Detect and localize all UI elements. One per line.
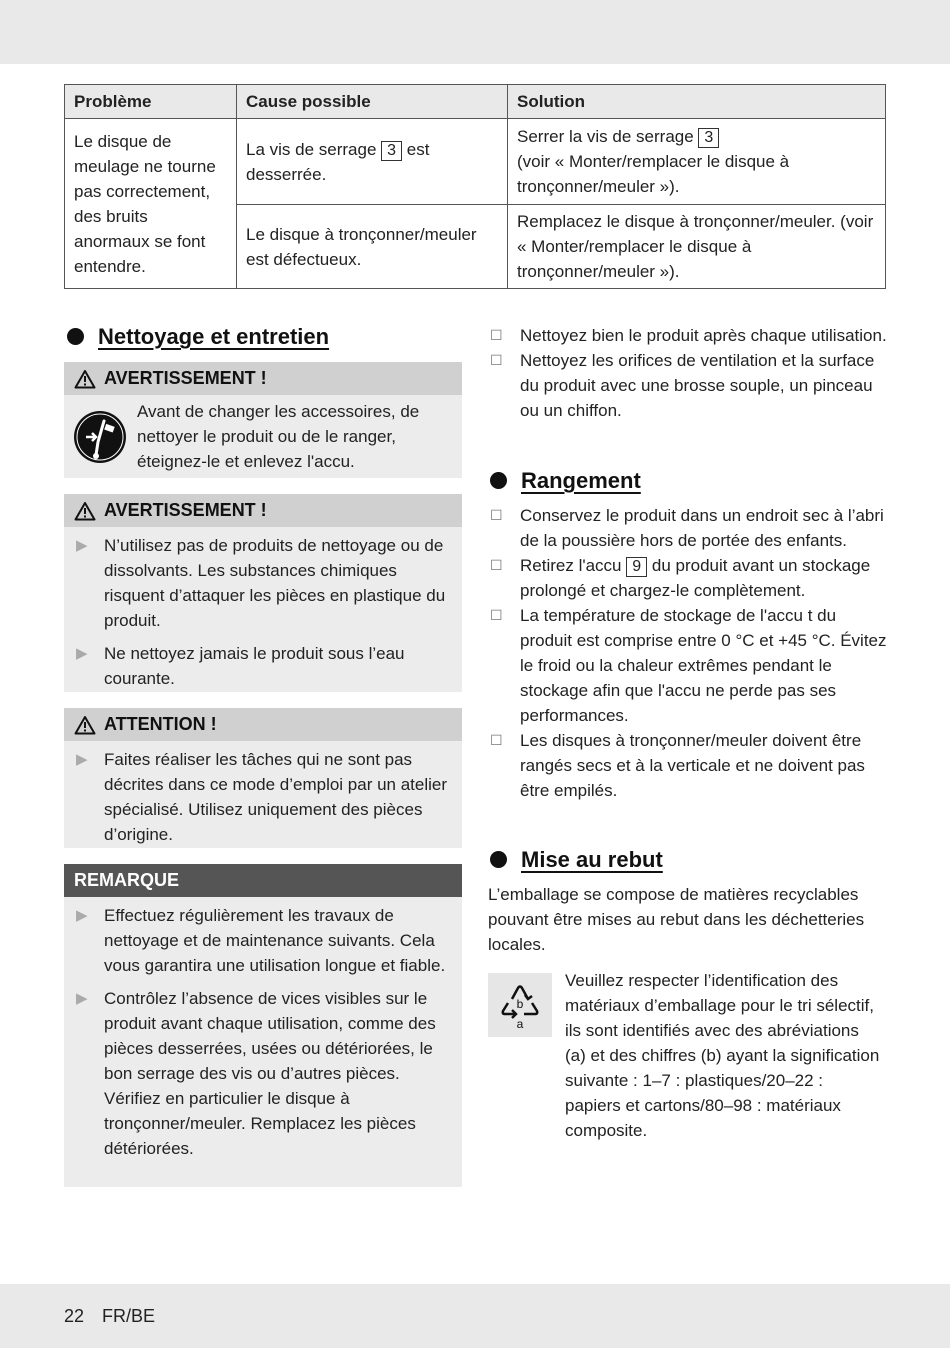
disposal-intro: L’emballage se compose de matières recyclables pouvant être mises au rebut dans les déchetteries locales. xyxy=(488,885,865,954)
table-cell-cause-2: Le disque à tronçonner/meuler est défectueux. xyxy=(237,205,508,289)
remark-box xyxy=(64,864,462,1187)
warning-heading: AVERTISSEMENT ! xyxy=(64,494,462,527)
svg-text:a: a xyxy=(516,1017,524,1031)
remark-heading: REMARQUE xyxy=(64,864,462,897)
list-item: ☐ Nettoyez les orifices de ventilation et la surface du produit avec une brosse souple, un pinceau ou un chiffon. xyxy=(488,348,888,423)
page-number: 22 xyxy=(64,1306,85,1326)
cleaning-list xyxy=(488,323,888,423)
table-header-cause: Cause possible xyxy=(237,85,508,119)
triangle-bullet-icon: ▶ xyxy=(76,990,88,1007)
part-ref-3: 3 xyxy=(698,128,719,148)
list-item: ☐ La température de stockage de l'accu t du produit est comprise entre 0 °C et +45 °C. Évitez le froid ou la chaleur extrêmes pendant le stockage afin que l'accu ne perde pas ses performances. xyxy=(488,603,888,728)
attention-heading: ATTENTION ! xyxy=(64,708,462,741)
list-item: ▶ Contrôlez l’absence de vices visibles sur le produit avant chaque utilisation, comme des pièces desserrées, usées ou détériorées, le bon serrage des vis ou d’autres pièces. Vérifiez en particulier le disque à tronçonner/meuler. Remplacez les pièces détériorées. xyxy=(74,986,448,1161)
square-bullet-icon: ☐ xyxy=(490,732,503,748)
storage-list xyxy=(488,503,888,803)
disposal-text: Veuillez respecter l’identification des matériaux d’emballage pour le tri sélectif, ils sont identifiés avec des abréviations (a) et des chiffres (b) ayant la signification suivante : 1–7 : plastiques/20–22 : papiers et cartons/80–98 : matériaux composite. xyxy=(565,971,880,1140)
table-cell-cause-1: La vis de serrage 3 est desserrée. xyxy=(237,119,508,205)
section-title-cleaning: Nettoyage et entretien xyxy=(67,324,329,349)
warning-triangle-icon xyxy=(74,501,96,521)
list-item: ▶ N’utilisez pas de produits de nettoyage ou de dissolvants. Les substances chimiques risquent d’attaquer les pièces en plastique du produit. xyxy=(74,533,452,633)
list-item: ▶ Faites réaliser les tâches qui ne sont pas décrites dans ce mode d’emploi par un atelier spécialisé. Utilisez uniquement des pièces d’origine. xyxy=(74,747,452,847)
top-bar xyxy=(0,0,950,64)
troubleshooting-table xyxy=(64,84,886,289)
warning-triangle-icon xyxy=(74,715,96,735)
list-item: ☐ Conservez le produit dans un endroit sec à l’abri de la poussière hors de portée des enfants. xyxy=(488,503,888,553)
triangle-bullet-icon: ▶ xyxy=(76,907,88,924)
list-item: ☐ Les disques à tronçonner/meuler doivent être rangés secs et à la verticale et ne doivent pas être empilés. xyxy=(488,728,888,803)
table-cell-solution-2: Remplacez le disque à tronçonner/meuler. (voir « Monter/remplacer le disque à tronçonner/meuler »). xyxy=(508,205,886,289)
table-header-solution: Solution xyxy=(508,85,886,119)
section-title-storage: Rangement xyxy=(490,468,641,493)
recycle-icon xyxy=(488,973,552,1037)
warning-text: Avant de changer les accessoires, de nettoyer le produit ou de le ranger, éteignez-le et enlevez l'accu. xyxy=(137,402,420,471)
triangle-bullet-icon: ▶ xyxy=(76,537,88,554)
section-bullet-icon xyxy=(490,851,507,868)
table-header-problem: Problème xyxy=(65,85,237,119)
unplug-icon xyxy=(72,409,128,465)
square-bullet-icon: ☐ xyxy=(490,327,503,343)
section-bullet-icon xyxy=(67,328,84,345)
part-ref-9: 9 xyxy=(626,557,647,577)
triangle-bullet-icon: ▶ xyxy=(76,645,88,662)
square-bullet-icon: ☐ xyxy=(490,607,503,623)
table-cell-solution-1: Serrer la vis de serrage 3 (voir « Monter/remplacer le disque à tronçonner/meuler »). xyxy=(508,119,886,205)
svg-text:b: b xyxy=(516,997,524,1011)
section-title-disposal: Mise au rebut xyxy=(490,847,663,872)
square-bullet-icon: ☐ xyxy=(490,557,503,573)
warning-box-unplug xyxy=(64,362,462,478)
warning-heading: AVERTISSEMENT ! xyxy=(64,362,462,395)
square-bullet-icon: ☐ xyxy=(490,352,503,368)
page-footer xyxy=(0,1284,950,1348)
attention-box xyxy=(64,708,462,848)
warning-triangle-icon xyxy=(74,369,96,389)
language-code: FR/BE xyxy=(102,1306,156,1326)
warning-box-cleaning-agents xyxy=(64,494,462,692)
section-bullet-icon xyxy=(490,472,507,489)
table-cell-problem: Le disque de meulage ne tourne pas correctement, des bruits anormaux se font entendre. xyxy=(65,119,237,289)
list-item: ☐ Nettoyez bien le produit après chaque utilisation. xyxy=(488,323,888,348)
list-item: ▶ Effectuez régulièrement les travaux de nettoyage et de maintenance suivants. Cela vous garantira une utilisation longue et fiable. xyxy=(74,903,448,978)
list-item: ▶ Ne nettoyez jamais le produit sous l’eau courante. xyxy=(74,641,452,691)
part-ref-3: 3 xyxy=(381,141,402,161)
triangle-bullet-icon: ▶ xyxy=(76,751,88,768)
square-bullet-icon: ☐ xyxy=(490,507,503,523)
list-item: ☐ Retirez l'accu 9 du produit avant un stockage prolongé et chargez-le complètement. xyxy=(488,553,888,603)
